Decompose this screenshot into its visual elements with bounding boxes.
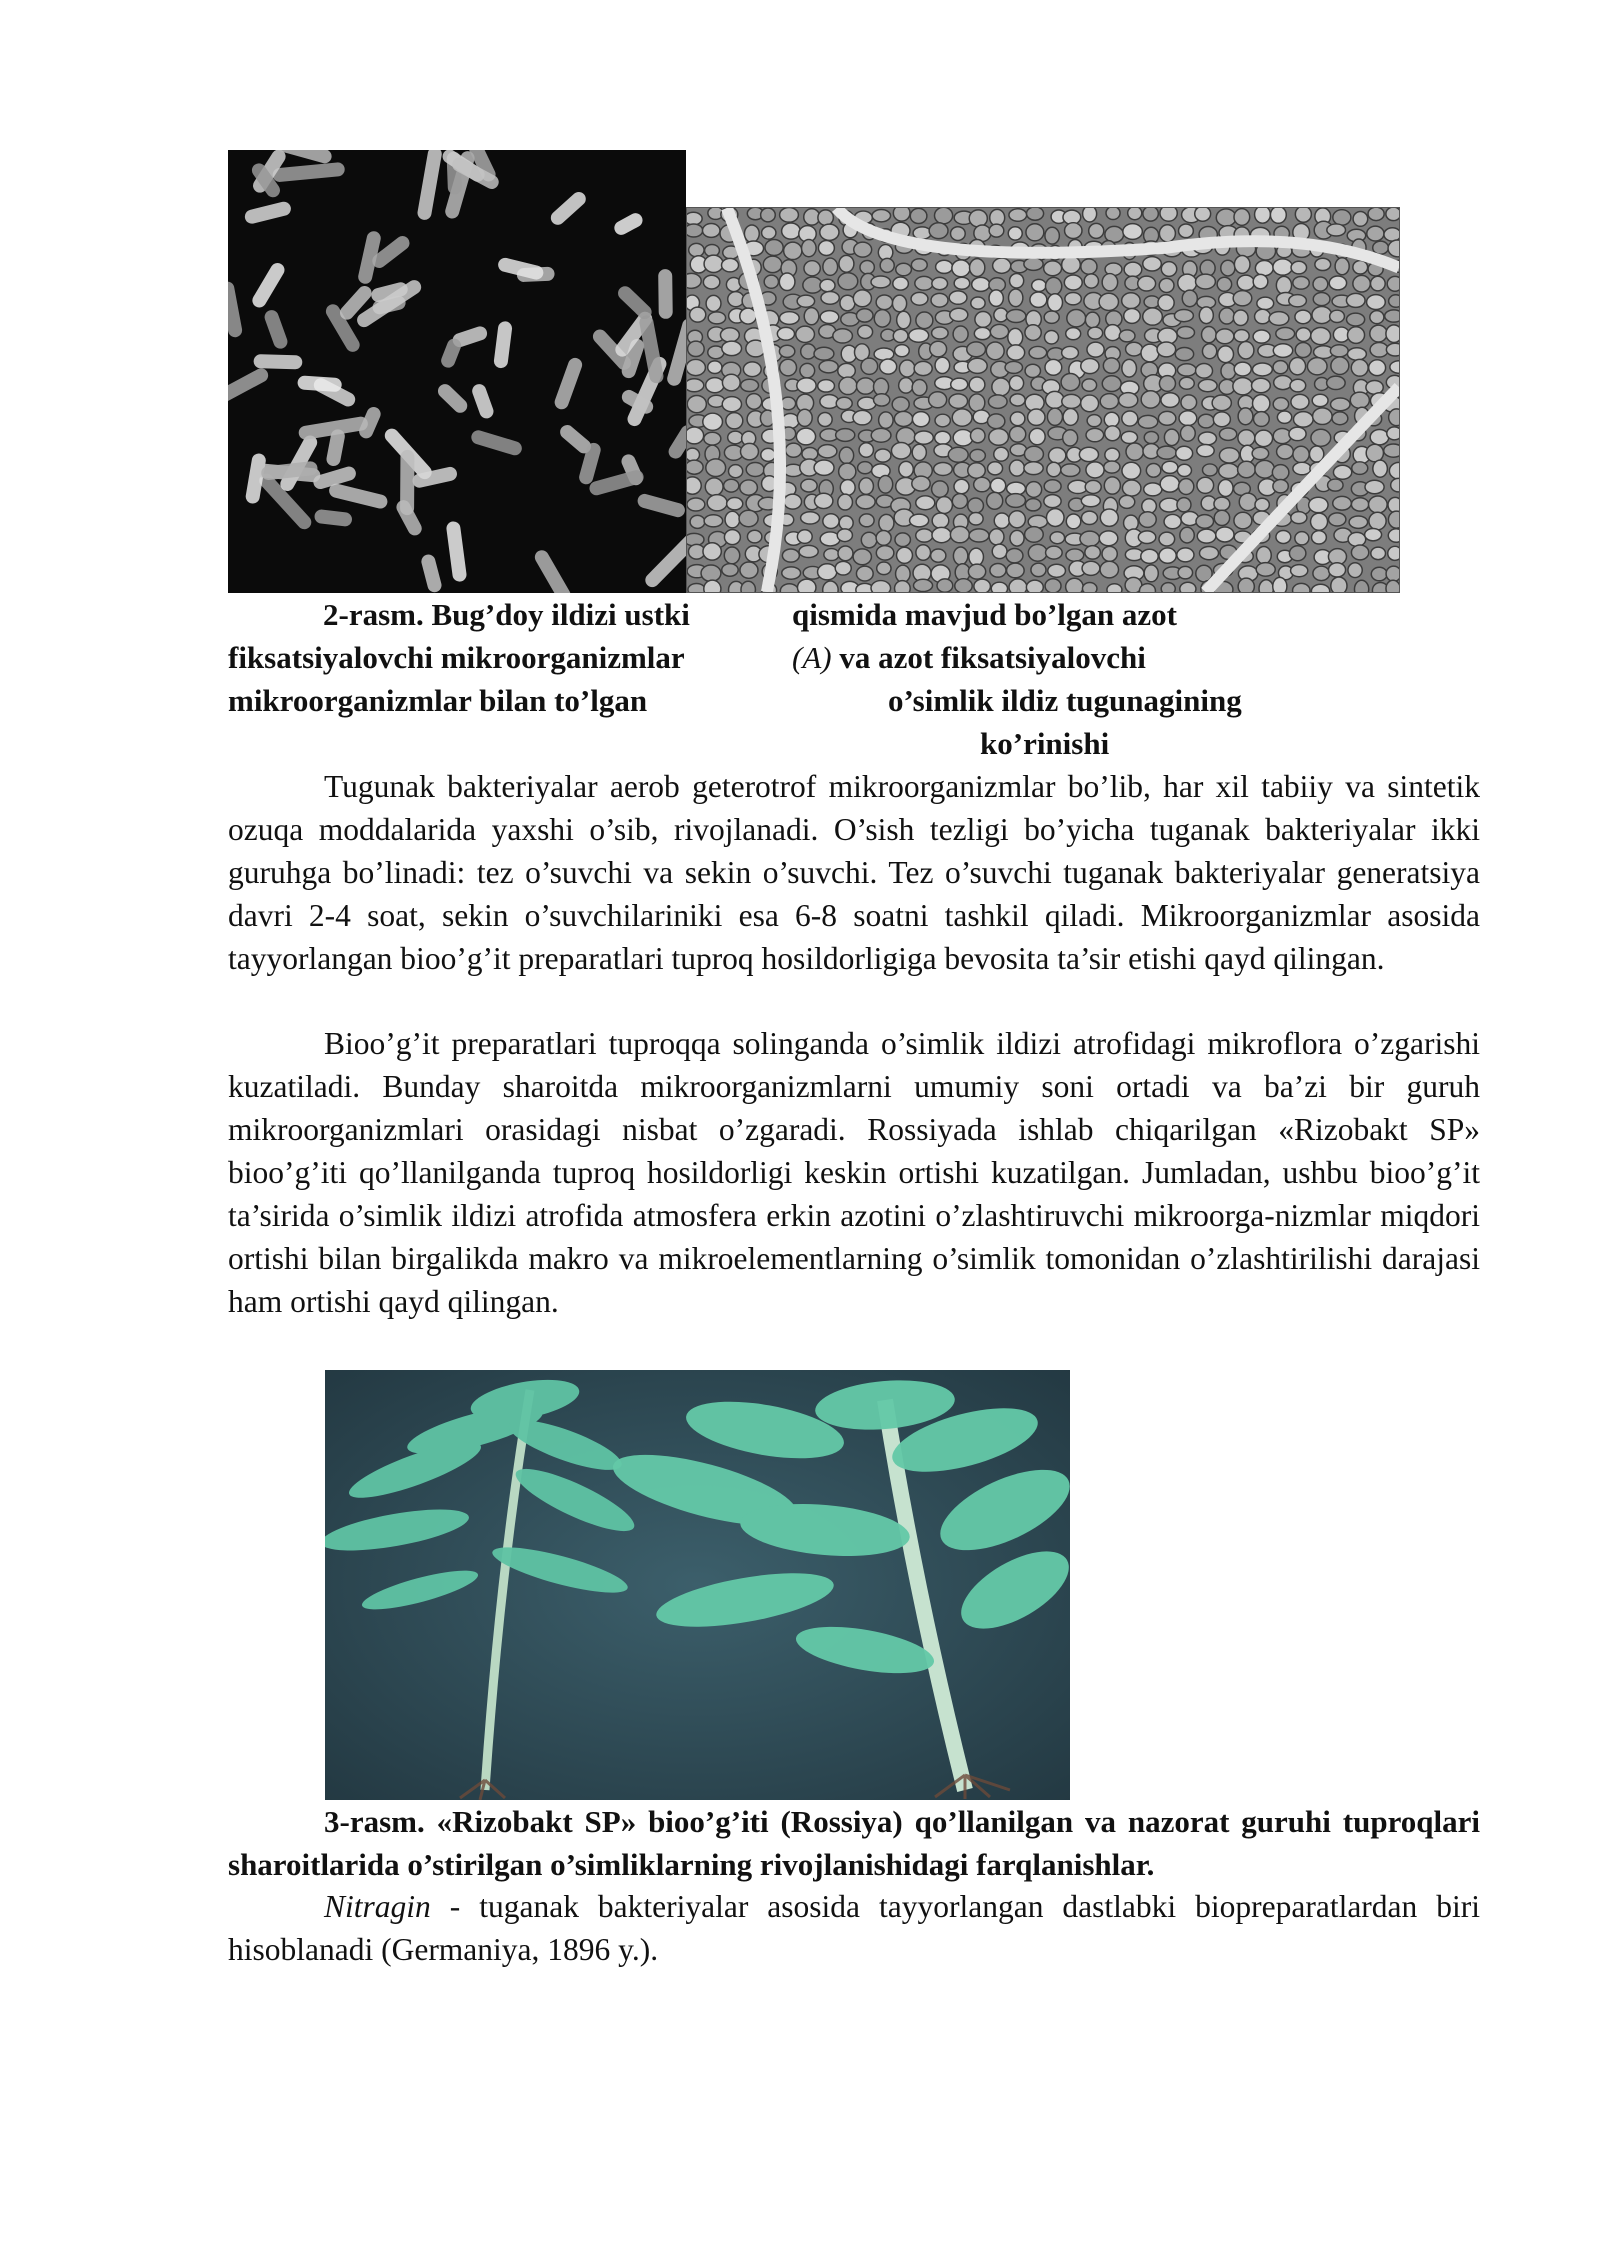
figure2-caption-label-a: (A) (792, 640, 832, 675)
bacteria-micrograph-image (228, 150, 686, 593)
paragraph-1: Tugunak bakteriyalar aerob geterotrof mikroorganizmlar bo’lib, har xil tabiiy va sintetik ozuqa moddalarida yaxshi o’sib, rivojlanadi. O’sish tezligi bo’yicha tuganak bakteriyalar ikki guruhga bo’linadi: tez o’suvchi va sekin o’suvchi. Tez o’suvchi tuganak bakteriyalar generatsiya davri 2-4 soat, sekin o’suvchilariniki esa 6-8 soatni tashkil qiladi. Mikroorganizmlar asosida tayyorlangan bioo’g’it preparatlari tuproq hosildorligiga bevosita ta’sir etishi qayd qilingan. (228, 769, 1480, 976)
figure2-caption-left-3: mikroorganizmlar bilan to’lgan (228, 683, 648, 718)
figure3-caption: 3-rasm. «Rizobakt SP» bioo’g’iti (Rossiya) qo’llanilgan va nazorat guruhi tuproqlari sharoitlarida o’stirilgan o’simliklarning rivojlanishidagi farqlanishlar. (228, 1804, 1480, 1882)
figure2-caption-left-1: 2-rasm. Bug’doy ildizi ustki (323, 597, 690, 632)
plants-comparison-photo (325, 1370, 1070, 1800)
nitragin-term: Nitragin (324, 1889, 431, 1924)
paragraph-3: Nitragin - tuganak bakteriyalar asosida tayyorlangan dastlabki biopreparatlardan biri hisoblanadi (Germaniya, 1896 y.). (228, 1889, 1480, 1967)
figure2-caption-right-2: (A) va azot fiksatsiyalovchi (792, 640, 1146, 675)
figure2-caption-right-4: ko’rinishi (980, 726, 1110, 761)
root-nodule-micrograph-image (686, 207, 1400, 593)
figure2-caption-right-1: qismida mavjud bo’lgan azot (792, 597, 1177, 632)
paragraph-2: Bioo’g’it preparatlari tuproqqa solinganda o’simlik ildizi atrofidagi mikroflora o’zgarishi kuzatiladi. Bunday sharoitda mikroorganizmlarni umumiy soni ortadi va ba’zi bir guruh mikroorganizmlari orasidagi nisbat o’zgaradi. Rossiyada ishlab chiqarilgan «Rizobakt SP» bioo’g’iti qo’llanilganda tuproq hosildorligi keskin ortishi kuzatilgan. Jumladan, ushbu bioo’g’it ta’sirida o’simlik ildizi atrofida atmosfera erkin azotini o’zlashtiruvchi mikroorga-nizmlar miqdori ortishi bilan birgalikda makro va mikroelementlarning o’simlik tomonidan o’zlashtirilishi darajasi ham ortishi qayd qilingan. (228, 1026, 1480, 1319)
figure2-caption-right-3: o’simlik ildiz tugunagining (888, 683, 1242, 718)
figure2-caption-left-2: fiksatsiyalovchi mikroorganizmlar (228, 640, 685, 675)
